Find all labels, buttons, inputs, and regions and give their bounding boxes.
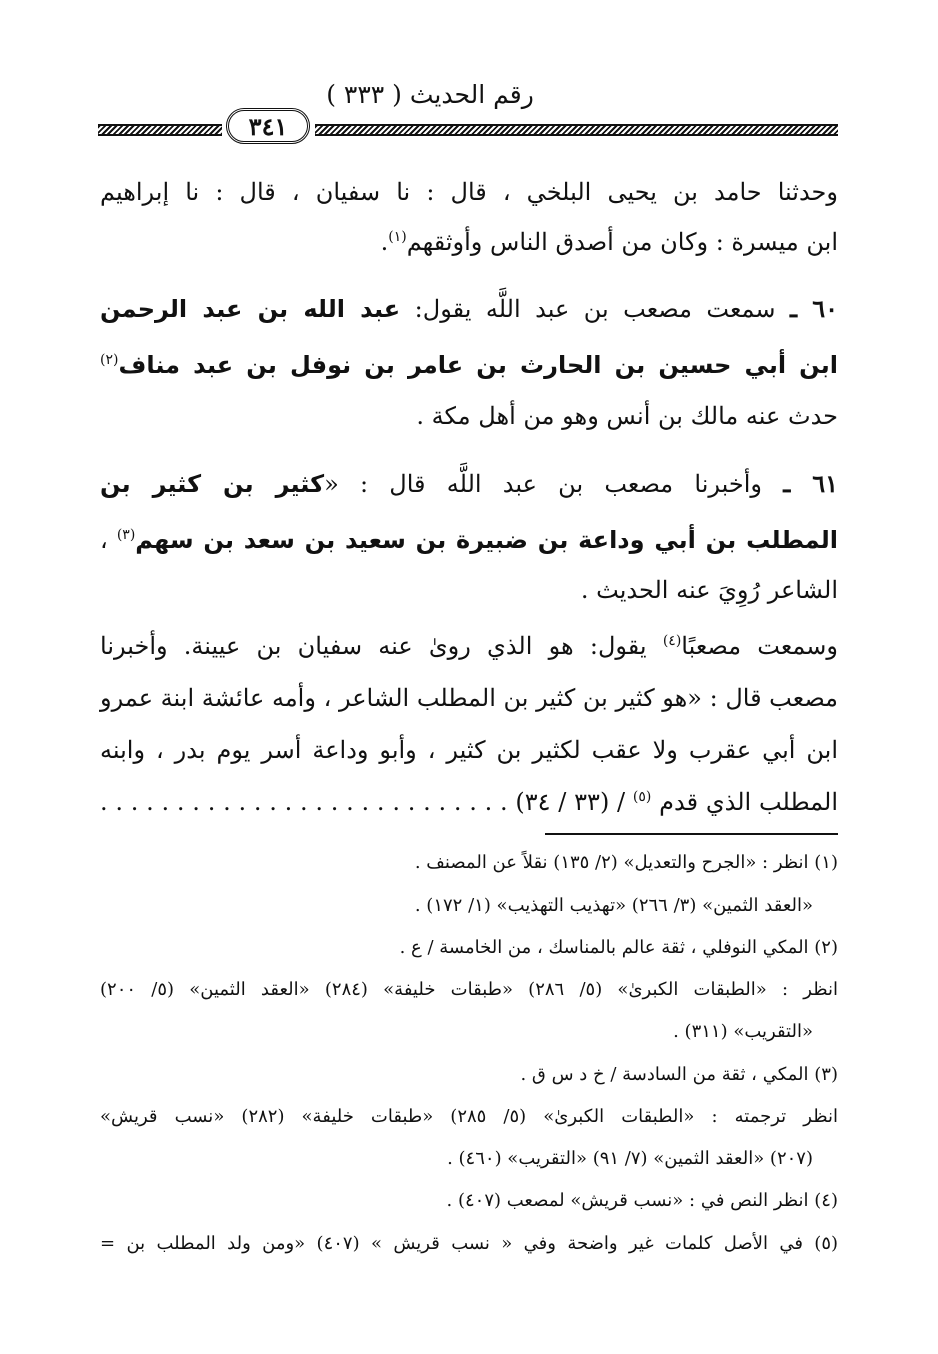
footnote-ref: (٥) bbox=[632, 789, 652, 805]
entry-60-line bbox=[100, 293, 838, 325]
footnote-continuation: انظر : «الطبقات الكبرىٰ» (٥/ ٢٨٦) «طبقات خليفة» (٢٨٤) «العقد الثمين» (٥/ ٢٠٠) bbox=[100, 979, 838, 1000]
entry-61-line bbox=[100, 524, 838, 556]
header-rule-left bbox=[98, 124, 222, 136]
body-line bbox=[100, 786, 838, 818]
footnote-ref: (٣) bbox=[116, 527, 136, 543]
entry-number: ٦١ ـ bbox=[783, 469, 838, 498]
footnote: (٥) في الأصل كلمات غير واضحة وفي « نسب قريش » (٤٠٧) «ومن ولد المطلب بن = bbox=[100, 1233, 839, 1254]
narrator-name: المطلب بن أبي وداعة بن ضبيرة بن سعيد بن سعد بن سهم bbox=[135, 526, 838, 554]
narrator-name: عبد الله بن عبد الرحمن bbox=[100, 295, 401, 323]
body-line bbox=[100, 226, 838, 258]
body-line: ابن أبي عقرب ولا عقب لكثير بن كثير ، وأبو وداعة أسر يوم بدر ، وابنه bbox=[100, 736, 838, 764]
line-end: . bbox=[380, 228, 389, 256]
entry-61-line bbox=[100, 468, 838, 500]
footnote-continuation: «التقريب» (٣١١) . bbox=[673, 1021, 813, 1042]
narrator-name: ابن أبي حسين بن الحارث بن عامر بن نوفل بن عبد مناف bbox=[118, 351, 838, 379]
entry-intro: سمعت مصعب بن عبد اللَّه يقول: bbox=[414, 295, 776, 323]
footnote-separator bbox=[545, 833, 838, 835]
footnote: (٣) المكي ، ثقة من السادسة / خ د س ق . bbox=[520, 1064, 838, 1085]
page-number-badge: ٣٤١ bbox=[226, 108, 310, 144]
body-line: مصعب قال : «هو كثير بن كثير بن المطلب الشاعر ، وأمه عائشة ابنة عمرو bbox=[100, 684, 838, 712]
body-line bbox=[100, 630, 838, 662]
footnote-continuation: «العقد الثمين» (٣/ ٢٦٦) «تهذيب التهذيب» (١/ ١٧٢) . bbox=[414, 895, 813, 916]
line-text: / (٣٣ / ٣٤) . . . . . . . . . . . . . . . . . . . . . . . . . . . bbox=[100, 788, 626, 816]
footnote-ref: (٤) bbox=[662, 633, 682, 649]
footnote-continuation: انظر ترجمته : «الطبقات الكبرىٰ» (٥/ ٢٨٥) «طبقات خليفة» (٢٨٢) «نسب قريش» bbox=[100, 1106, 838, 1127]
entry-60-line bbox=[100, 349, 838, 381]
entry-number: ٦٠ ـ bbox=[790, 294, 839, 323]
footnote-continuation: (٢٠٧) «العقد الثمين» (٧/ ٩١) «التقريب» (٤٦٠) . bbox=[447, 1148, 813, 1169]
line-text: وسمعت مصعبًا bbox=[681, 632, 838, 660]
entry-61-line: الشاعر رُوِيَ عنه الحديث . bbox=[580, 576, 838, 604]
line-text: ابن ميسرة : وكان من أصدق الناس وأوثقهم bbox=[406, 228, 838, 256]
header-rule-right bbox=[315, 124, 838, 136]
narrator-name: كثير بن كثير بن bbox=[100, 470, 325, 498]
entry-60-line: حدث عنه مالك بن أنس وهو من أهل مكة . bbox=[416, 402, 838, 430]
running-title: رقم الحديث ( ٣٣٣ ) bbox=[326, 80, 534, 109]
line-end: ، bbox=[100, 526, 108, 554]
footnote: (٢) المكي النوفلي ، ثقة عالم بالمناسك ، من الخامسة / ع . bbox=[399, 937, 838, 958]
line-text: يقول: هو الذي روىٰ عنه سفيان بن عيينة. وأخبرنا bbox=[100, 632, 647, 660]
footnote-ref: (٢) bbox=[100, 352, 119, 368]
body-line: وحدثنا حامد بن يحيى البلخي ، قال : نا سفيان ، قال : نا إبراهيم bbox=[100, 178, 838, 206]
entry-intro: وأخبرنا مصعب بن عبد اللَّه قال : « bbox=[324, 470, 762, 498]
line-text: المطلب الذي قدم bbox=[659, 788, 839, 816]
footnote: (١) انظر : «الجرح والتعديل» (٢/ ١٣٥) نقلاً عن المصنف . bbox=[414, 852, 838, 873]
footnote: (٤) انظر النص في : «نسب قريش» لمصعب (٤٠٧) . bbox=[446, 1190, 838, 1211]
footnote-ref: (١) bbox=[388, 229, 407, 245]
